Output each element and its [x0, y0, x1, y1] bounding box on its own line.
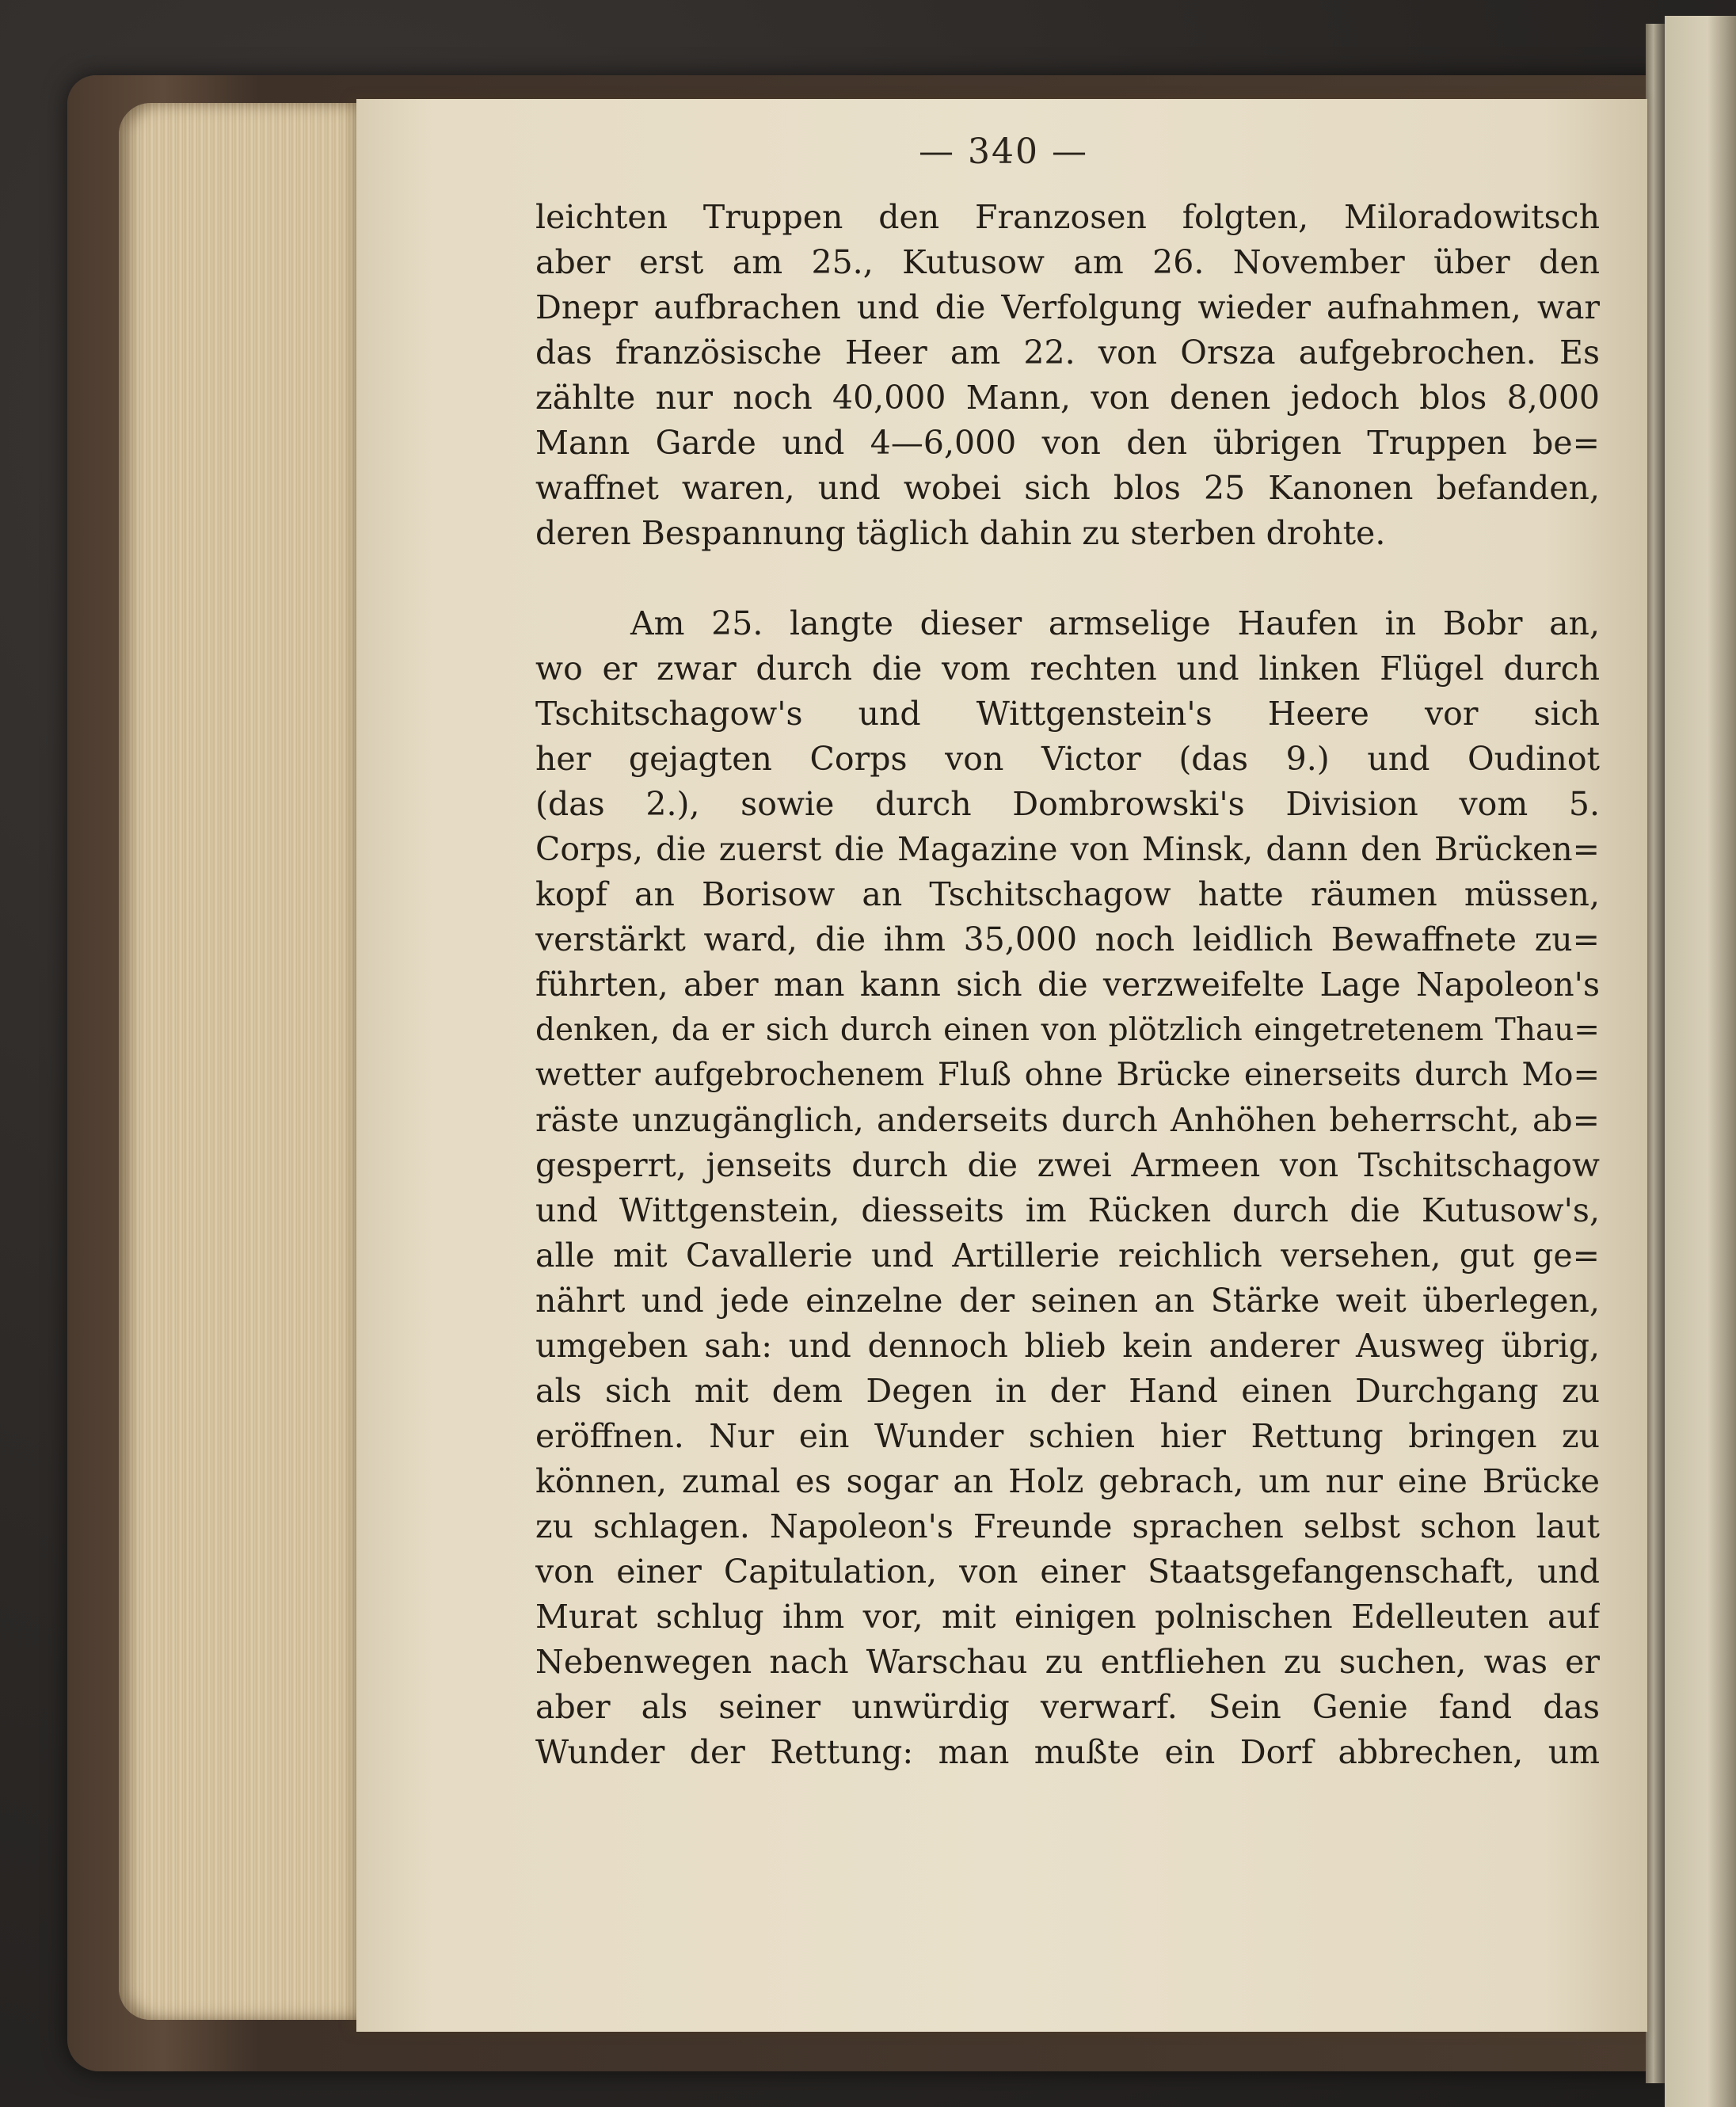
text-line: Mann Garde und 4—6,000 von den übrigen Truppen be=: [535, 424, 1600, 462]
text-line: umgeben sah: und dennoch blieb kein anderer Ausweg übrig,: [535, 1327, 1600, 1365]
book-gutter: [1646, 24, 1665, 2083]
text-line: führten, aber man kann sich die verzweifelte Lage Napoleon's: [535, 966, 1600, 1004]
text-line: alle mit Cavallerie und Artillerie reichlich versehen, gut ge=: [535, 1236, 1600, 1274]
text-line: räste unzugänglich, anderseits durch Anhöhen beherrscht, ab=: [535, 1101, 1600, 1139]
text-line: Am 25. langte dieser armselige Haufen in Bobr an,: [630, 604, 1600, 642]
body-text: [535, 195, 1600, 1775]
text-line: Dnepr aufbrachen und die Verfolgung wieder aufnahmen, war: [535, 288, 1600, 326]
facing-page-edge: [1665, 16, 1736, 2107]
text-line: und Wittgenstein, diesseits im Rücken durch die Kutusow's,: [535, 1191, 1600, 1229]
text-line: leichten Truppen den Franzosen folgten, Miloradowitsch: [535, 198, 1600, 236]
paragraph-gap: [535, 556, 1600, 601]
text-line: deren Bespannung täglich dahin zu sterben drohte.: [535, 514, 1386, 552]
text-line: Nebenwegen nach Warschau zu entfliehen zu suchen, was er: [535, 1643, 1600, 1681]
text-line: aber als seiner unwürdig verwarf. Sein Genie fand das: [535, 1688, 1600, 1726]
text-line: von einer Capitulation, von einer Staatsgefangenschaft, und: [535, 1553, 1600, 1591]
text-line: zählte nur noch 40,000 Mann, von denen jedoch blos 8,000: [535, 379, 1600, 417]
page-number: — 340 —: [919, 131, 1088, 172]
paragraph-1: [535, 195, 1600, 556]
text-line: Murat schlug ihm vor, mit einigen polnischen Edelleuten auf: [535, 1598, 1600, 1636]
text-line: wo er zwar durch die vom rechten und linken Flügel durch: [535, 650, 1600, 688]
text-line: Wunder der Rettung: man mußte ein Dorf abbrechen, um: [535, 1733, 1600, 1771]
text-line: als sich mit dem Degen in der Hand einen Durchgang zu: [535, 1372, 1600, 1410]
text-line: zu schlagen. Napoleon's Freunde sprachen selbst schon laut: [535, 1507, 1600, 1545]
text-line: (das 2.), sowie durch Dombrowski's Division vom 5.: [535, 785, 1600, 823]
text-line: kopf an Borisow an Tschitschagow hatte räumen müssen,: [535, 875, 1600, 913]
text-line: waffnet waren, und wobei sich blos 25 Kanonen befanden,: [535, 469, 1600, 507]
text-line: denken, da er sich durch einen von plötzlich eingetretenem Thau=: [535, 1012, 1600, 1048]
text-line: eröffnen. Nur ein Wunder schien hier Rettung bringen zu: [535, 1417, 1600, 1455]
text-line: gesperrt, jenseits durch die zwei Armeen von Tschitschagow: [535, 1146, 1600, 1184]
text-line: Corps, die zuerst die Magazine von Minsk, dann den Brücken=: [535, 830, 1600, 868]
text-line: das französische Heer am 22. von Orsza aufgebrochen. Es: [535, 333, 1600, 371]
text-line: wetter aufgebrochenem Fluß ohne Brücke einerseits durch Mo=: [535, 1057, 1600, 1093]
page-edges: [119, 103, 380, 2020]
text-line: nährt und jede einzelne der seinen an Stärke weit überlegen,: [535, 1282, 1600, 1320]
text-line: her gejagten Corps von Victor (das 9.) und Oudinot: [535, 740, 1600, 778]
text-line: Tschitschagow's und Wittgenstein's Heere vor sich: [535, 695, 1600, 733]
text-line: verstärkt ward, die ihm 35,000 noch leidlich Bewaffnete zu=: [535, 920, 1600, 958]
text-line: können, zumal es sogar an Holz gebrach, um nur eine Brücke: [535, 1462, 1600, 1500]
paragraph-2: [535, 601, 1600, 1775]
text-line: aber erst am 25., Kutusow am 26. November über den: [535, 243, 1600, 281]
